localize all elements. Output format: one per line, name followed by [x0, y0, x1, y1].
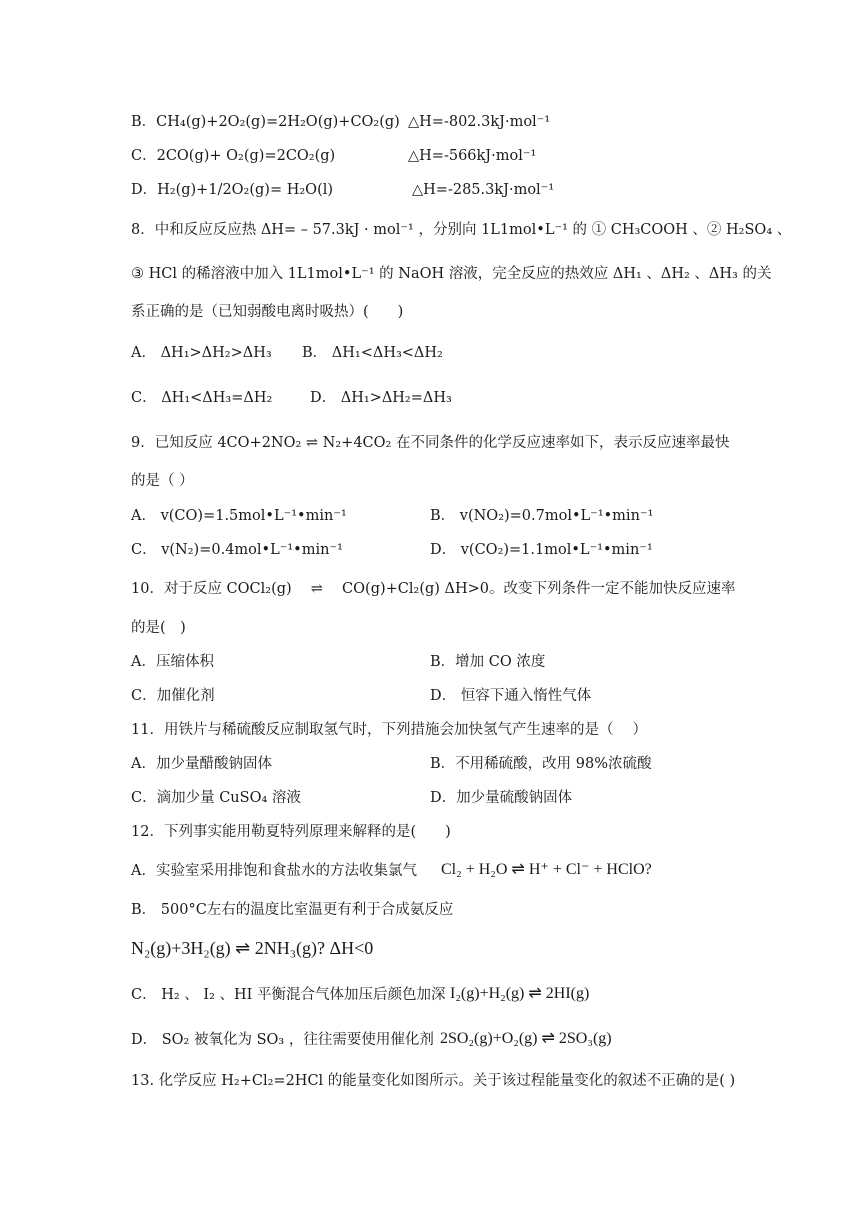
q7-option-b — [131, 112, 400, 132]
q8-option-c: C． ΔH₁<ΔH₃=ΔH₂ — [131, 390, 273, 406]
q12-option-c-equation: I₂(g)+H₂(g) ⇌ 2HI(g) — [450, 985, 590, 1002]
q13-stem: 13. 化学反应 H₂+Cl₂=2HCl 的能量变化如图所示。关于该过程能量变化的叙述不正确的是( ) — [131, 1073, 736, 1089]
q10-stem-line-1: 10．对于反应 COCl₂(g) ⇌ CO(g)+Cl₂(g) ΔH>0。改变下列条件一定不能加快反应速率 — [131, 581, 736, 597]
q10-option-c: C．加催化剂 — [131, 688, 215, 704]
q10-option-d: D． 恒容下通入惰性气体 — [430, 688, 592, 704]
q7-option-c-enthalpy: △H=-566kJ·mol⁻¹ — [408, 148, 537, 164]
q12-option-b: B． 500°C左右的温度比室温更有利于合成氨反应 — [131, 902, 454, 918]
q11-option-d: D．加少量硫酸钠固体 — [430, 790, 573, 806]
q10-option-b: B．增加 CO 浓度 — [430, 654, 546, 670]
q7-option-c-equation: C．2CO(g)+ O₂(g)=2CO₂(g) — [131, 148, 336, 164]
q9-stem-line-1: 9．已知反应 4CO+2NO₂ ⇌ N₂+4CO₂ 在不同条件的化学反应速率如下，表示反应速率最快 — [131, 435, 730, 451]
q7-option-d-enthalpy: △H=-285.3kJ·mol⁻¹ — [412, 182, 555, 198]
q12-stem: 12．下列事实能用勒夏特列原理来解释的是( ) — [131, 824, 451, 840]
q11-option-b: B．不用稀硫酸，改用 98%浓硫酸 — [430, 756, 652, 772]
q12-option-b-equation: N₂(g)+3H₂(g) ⇌ 2NH₃(g)? ΔH<0 — [131, 938, 374, 958]
q10-option-a: A．压缩体积 — [131, 654, 214, 670]
q7-option-b-equation: B．CH₄(g)+2O₂(g)=2H₂O(g)+CO₂(g) — [131, 114, 400, 130]
q8-stem-line-3: 系正确的是（已知弱酸电离时吸热）( ) — [131, 304, 404, 320]
q9-option-b: B． v(NO₂)=0.7mol•L⁻¹•min⁻¹ — [430, 508, 654, 524]
q9-stem-line-2: 的是（ ） — [131, 473, 194, 489]
q8-option-a: A． ΔH₁>ΔH₂>ΔH₃ — [131, 345, 272, 361]
q9-option-c: C． v(N₂)=0.4mol•L⁻¹•min⁻¹ — [131, 542, 343, 558]
q8-option-b: B． ΔH₁<ΔH₃<ΔH₂ — [302, 345, 443, 361]
q11-option-a: A．加少量醋酸钠固体 — [131, 756, 272, 772]
q11-stem: 11．用铁片与稀硫酸反应制取氢气时，下列措施会加快氢气产生速率的是（ ） — [131, 722, 648, 738]
q8-option-d: D． ΔH₁>ΔH₂=ΔH₃ — [310, 390, 452, 406]
q8-stem-line-1: 8．中和反应反应热 ΔH= – 57.3kJ · mol⁻¹ ，分别向 1L1mol•L⁻¹ 的 ① CH₃COOH 、② H₂SO₄ 、 — [131, 222, 792, 238]
q10-stem-line-2: 的是( ) — [131, 620, 186, 636]
q8-stem-line-2: ③ HCl 的稀溶液中加入 1L1mol•L⁻¹ 的 NaOH 溶液，完全反应的热效应 ΔH₁ 、ΔH₂ 、ΔH₃ 的关 — [131, 266, 772, 282]
q9-option-d: D． v(CO₂)=1.1mol•L⁻¹•min⁻¹ — [430, 542, 653, 558]
q12-option-d: D． SO₂ 被氧化为 SO₃ ，往往需要使用催化剂 — [131, 1032, 434, 1048]
q9-option-a: A． v(CO)=1.5mol•L⁻¹•min⁻¹ — [131, 508, 347, 524]
q12-option-a-equation: Cl₂ + H₂O ⇌ H⁺ + Cl⁻ + HClO? — [441, 861, 652, 878]
q7-option-d-equation: D．H₂(g)+1/2O₂(g)= H₂O(l) — [131, 182, 334, 198]
q7-option-b-enthalpy: △H=-802.3kJ·mol⁻¹ — [408, 114, 551, 130]
q12-option-d-equation: 2SO₂(g)+O₂(g) ⇌ 2SO₃(g) — [440, 1030, 612, 1047]
q12-option-a: A．实验室采用排饱和食盐水的方法收集氯气 — [131, 863, 417, 879]
q11-option-c: C．滴加少量 CuSO₄ 溶液 — [131, 790, 301, 806]
q12-option-c: C． H₂ 、 I₂ 、HI 平衡混合气体加压后颜色加深 — [131, 987, 446, 1003]
